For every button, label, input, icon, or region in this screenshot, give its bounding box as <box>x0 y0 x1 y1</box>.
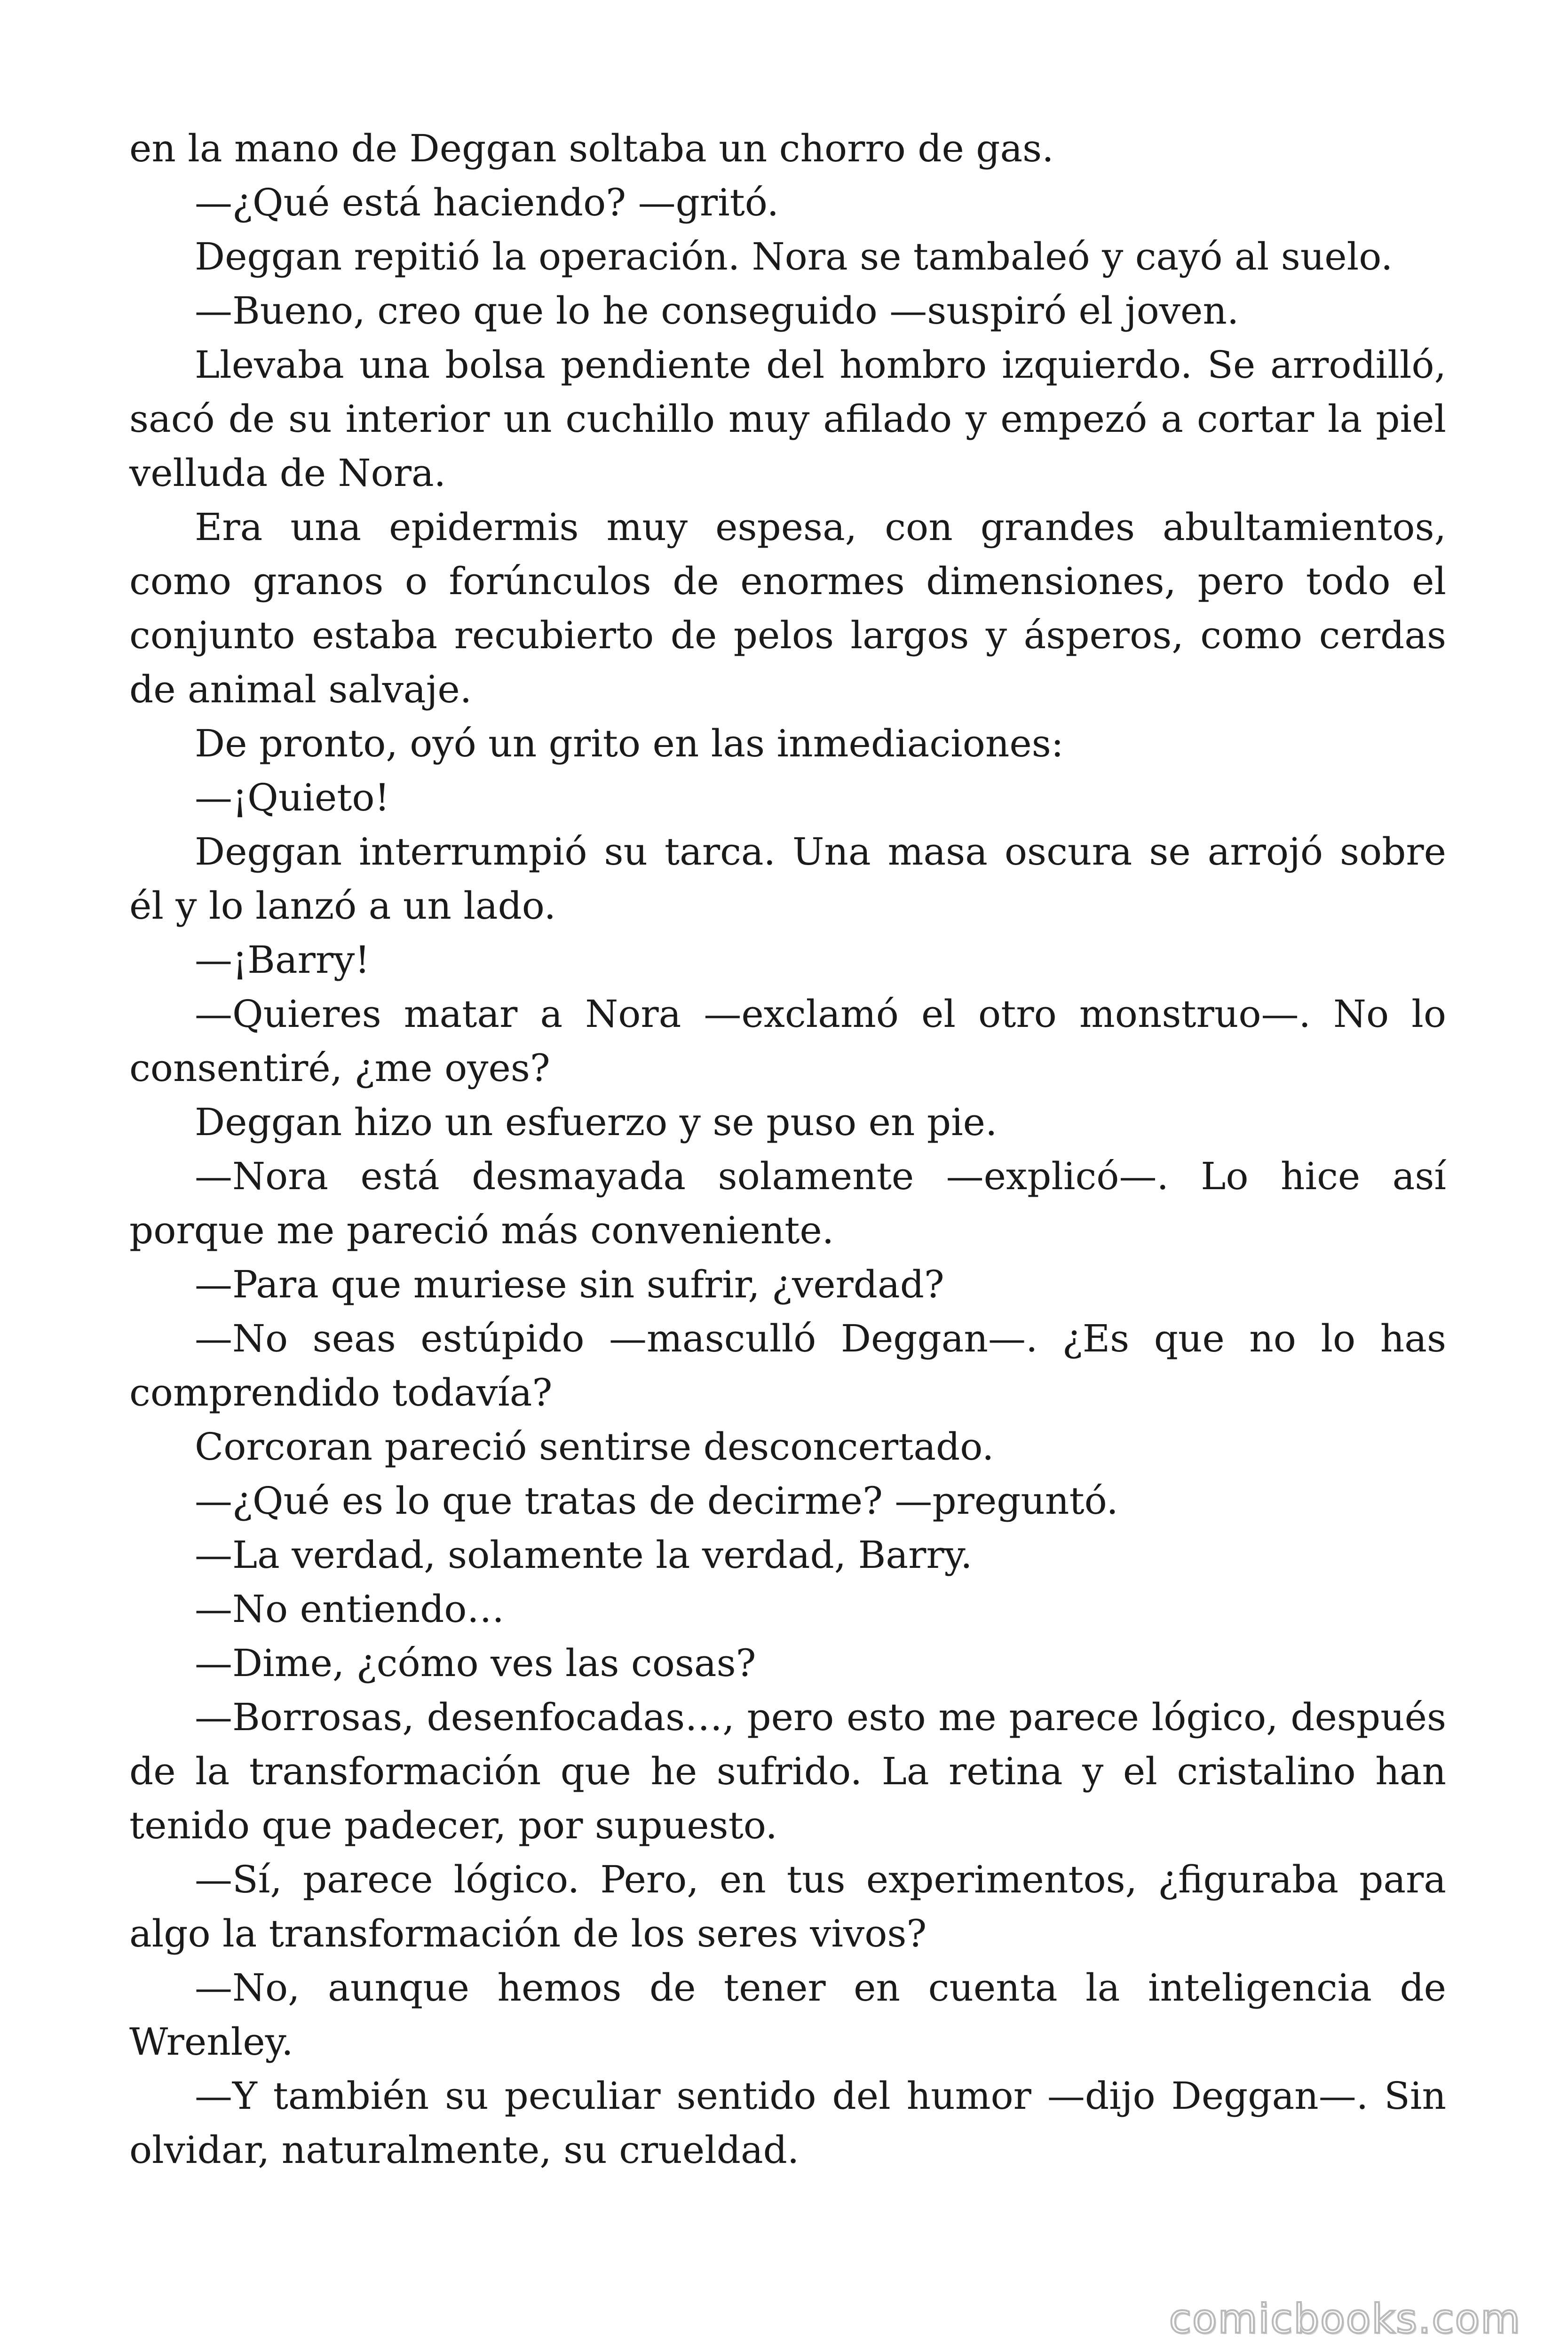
paragraph: —¿Qué es lo que tratas de decirme? —preguntó. <box>195 1479 1118 1523</box>
paragraph: —Sí, parece lógico. Pero, en tus experimentos, ¿figuraba para algo la transformación de los seres vivos? <box>129 1858 1446 1955</box>
paragraph: —¿Qué está haciendo? —gritó. <box>195 181 779 224</box>
paragraph: —No, aunque hemos de tener en cuenta la inteligencia de Wrenley. <box>129 1966 1446 2064</box>
paragraph: —La verdad, solamente la verdad, Barry. <box>195 1533 973 1577</box>
paragraph: —No seas estúpido —masculló Deggan—. ¿Es que no lo has comprendido todavía? <box>129 1317 1446 1414</box>
watermark: comicbooks.com <box>1169 2296 1521 2343</box>
paragraph: —¡Barry! <box>195 938 370 982</box>
paragraph: —Bueno, creo que lo he conseguido —suspiró el joven. <box>195 289 1239 333</box>
paragraph: —Quieres matar a Nora —exclamó el otro monstruo—. No lo consentiré, ¿me oyes? <box>129 992 1446 1090</box>
paragraph: —No entiendo… <box>195 1587 505 1631</box>
paragraph: Deggan repitió la operación. Nora se tambaleó y cayó al suelo. <box>195 235 1393 278</box>
paragraph: en la mano de Deggan soltaba un chorro de gas. <box>129 127 1054 170</box>
paragraph: —Para que muriese sin sufrir, ¿verdad? <box>195 1263 944 1306</box>
body-text <box>129 121 1446 2177</box>
paragraph: Llevaba una bolsa pendiente del hombro izquierdo. Se arrodilló, sacó de su interior un cuchillo muy afilado y empezó a cortar la piel velluda de Nora. <box>129 343 1446 495</box>
paragraph: Deggan hizo un esfuerzo y se puso en pie. <box>195 1100 998 1144</box>
paragraph: —¡Quieto! <box>195 776 390 819</box>
paragraph: Deggan interrumpió su tarca. Una masa oscura se arrojó sobre él y lo lanzó a un lado. <box>129 830 1446 928</box>
paragraph: —Borrosas, desenfocadas…, pero esto me parece lógico, después de la transformación que he sufrido. La retina y el cristalino han tenido que padecer, por supuesto. <box>129 1695 1446 1847</box>
paragraph: Era una epidermis muy espesa, con grandes abultamientos, como granos o forúnculos de enormes dimensiones, pero todo el conjunto estaba recubierto de pelos largos y ásperos, como cerdas de animal salvaje. <box>129 505 1446 711</box>
paragraph: —Nora está desmayada solamente —explicó—. Lo hice así porque me pareció más conveniente. <box>129 1154 1446 1252</box>
paragraph: —Dime, ¿cómo ves las cosas? <box>195 1641 756 1685</box>
paragraph: De pronto, oyó un grito en las inmediaciones: <box>195 722 1064 765</box>
paragraph: Corcoran pareció sentirse desconcertado. <box>195 1425 994 1469</box>
paragraph: —Y también su peculiar sentido del humor —dijo Deggan—. Sin olvidar, naturalmente, su crueldad. <box>129 2074 1446 2172</box>
